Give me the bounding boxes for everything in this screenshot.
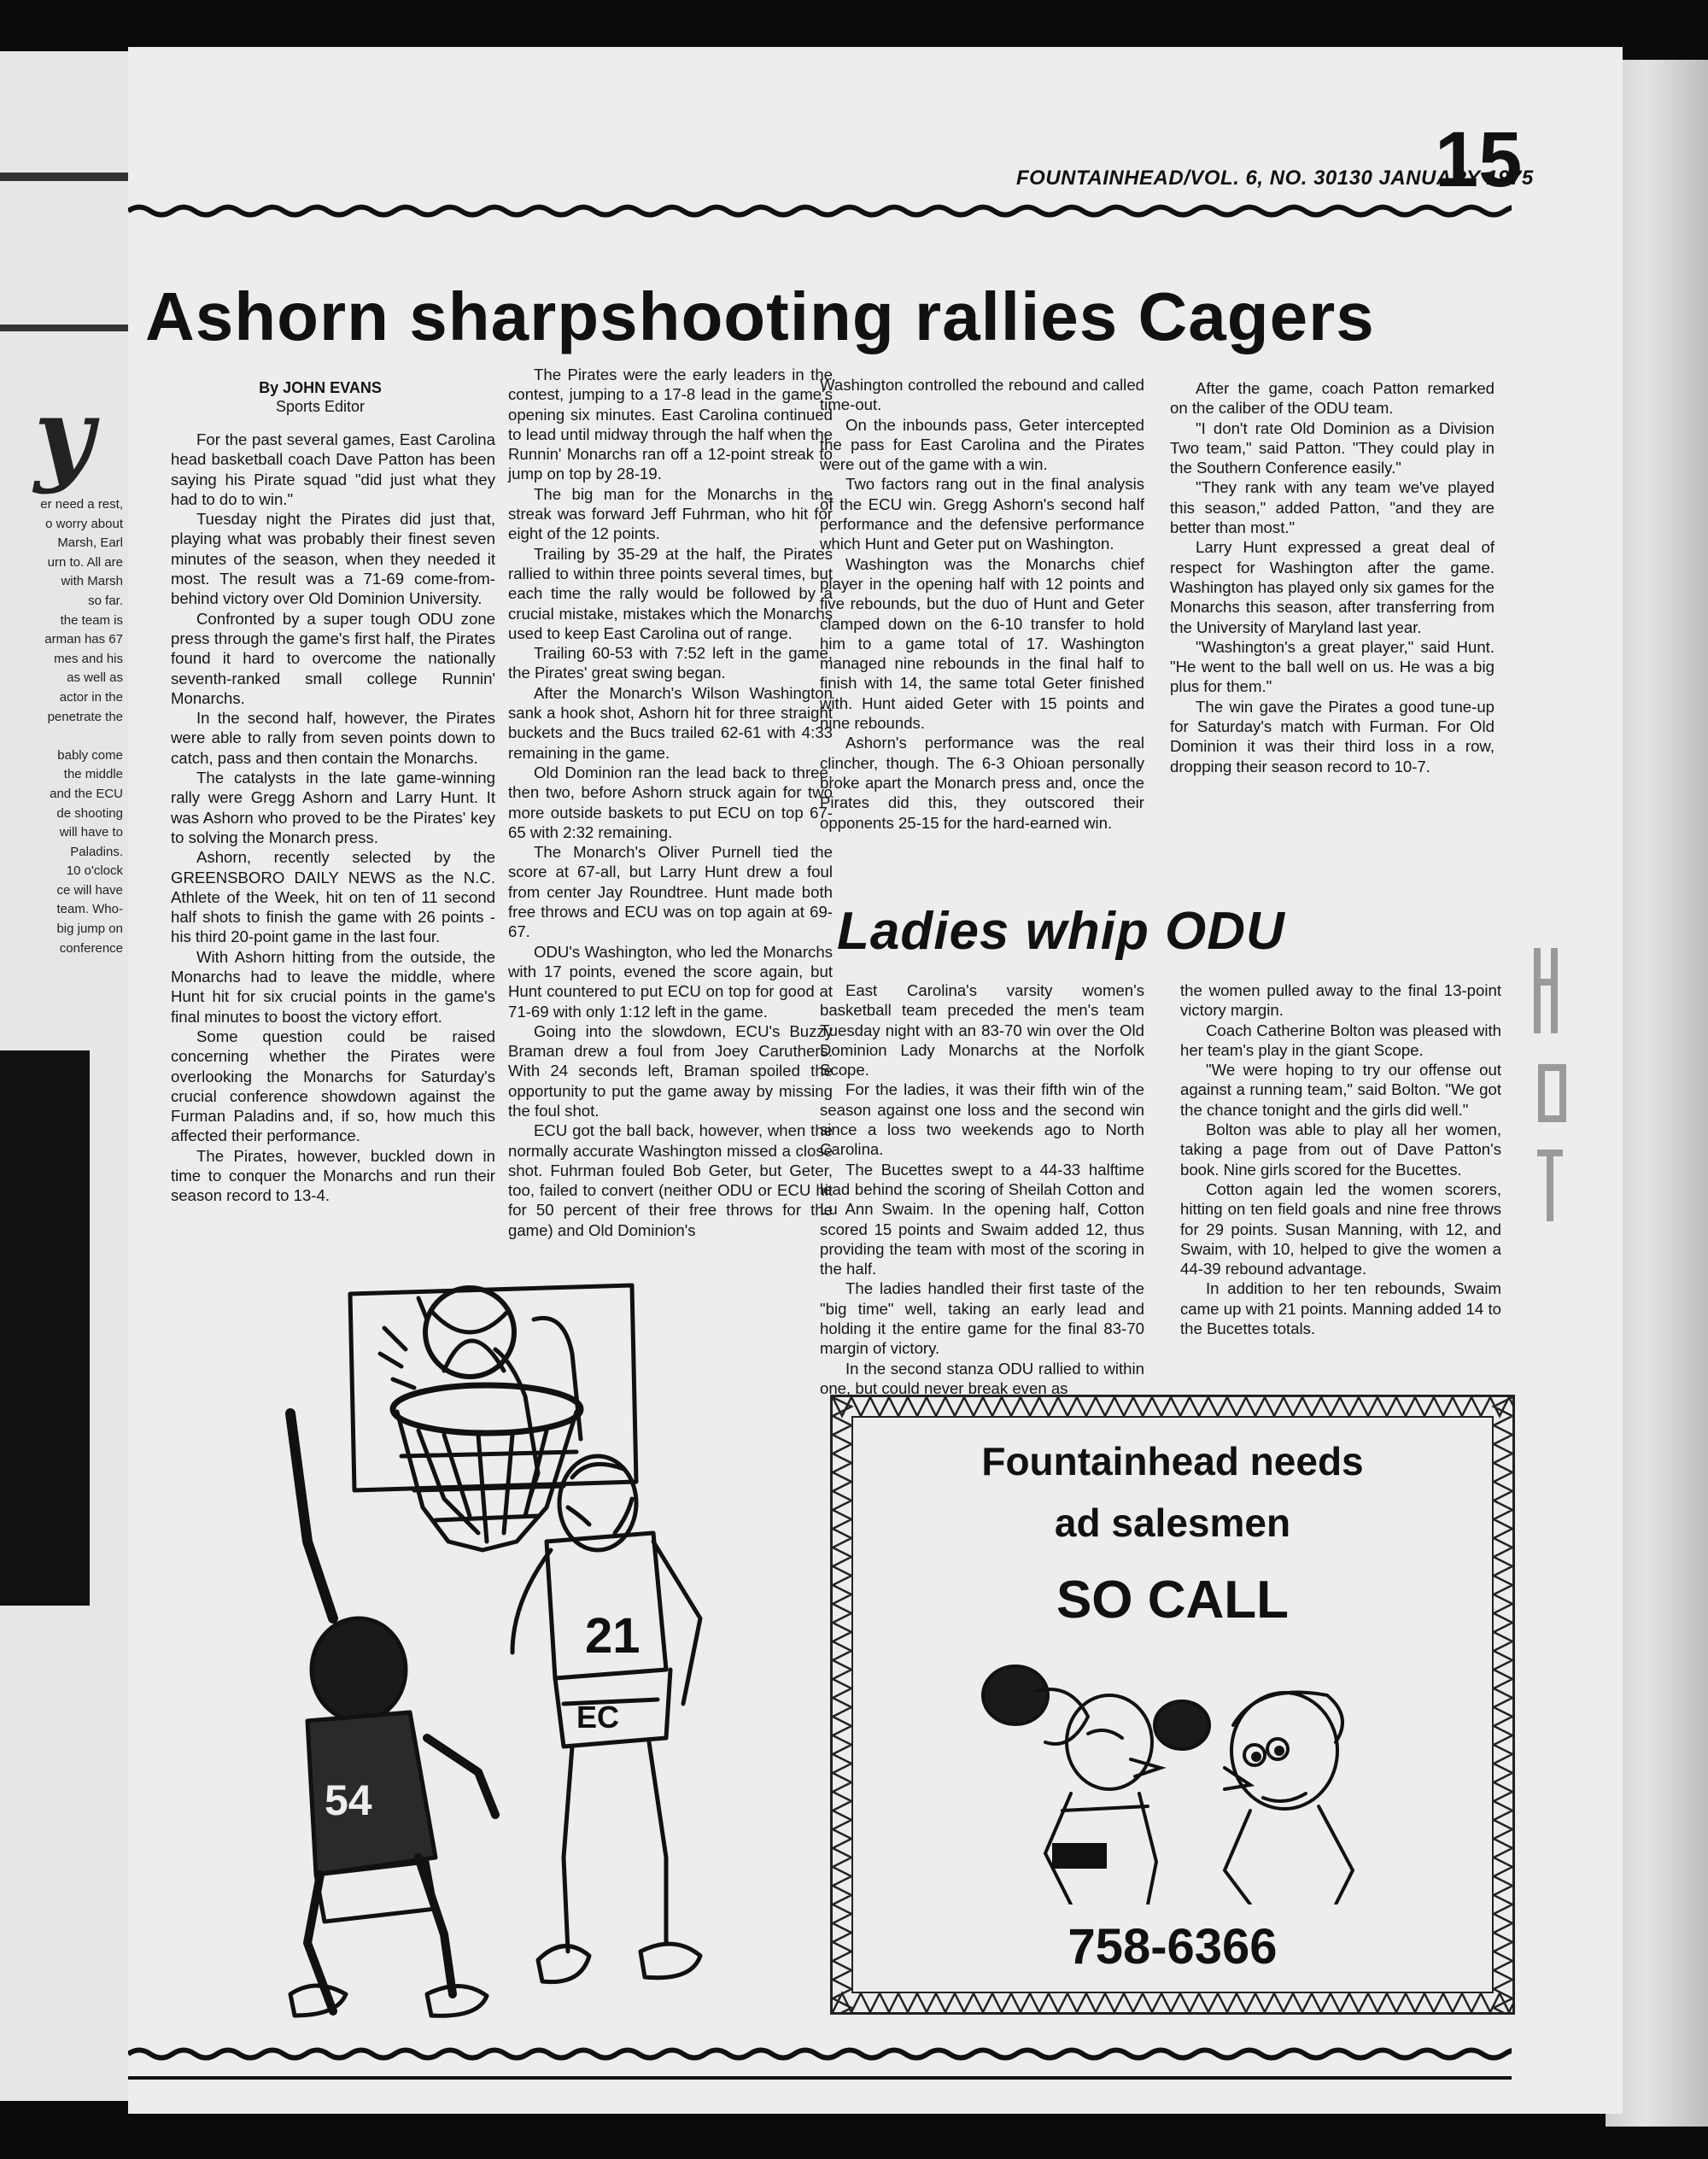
ladies-article-column-1 xyxy=(820,980,1144,1398)
article-paragraph: After the Monarch's Wilson Washington sank a hook shot, Ashorn hit for three straight buckets and the Bucs trailed 62-61 with 4:33 remaining in the game. xyxy=(508,683,833,762)
article-paragraph: The Monarch's Oliver Purnell tied the score at 67-all, but Larry Hunt drew a foul from center Jay Roundtree. Hunt made both free throws and ECU was on top again at 69-67. xyxy=(508,843,833,941)
prev-page-line: arman has 67 xyxy=(44,632,123,647)
main-article-column-3 xyxy=(820,375,1144,833)
article-paragraph: After the game, coach Patton remarked on the caliber of the ODU team. xyxy=(1170,379,1494,418)
bleed-through-ghost-text xyxy=(1524,931,1576,1238)
byline-role: Sports Editor xyxy=(275,398,366,415)
jersey-number-left: 54 xyxy=(325,1776,372,1824)
article-paragraph: Confronted by a super tough ODU zone press through the game's first half, the Pirates found it hard to overcome the nationally seventh-ranked small college Runnin' Monarchs. xyxy=(171,609,495,707)
article-paragraph: Old Dominion ran the lead back to three, then two, before Ashorn struck again for two more outside baskets to put ECU on top 67-65 with 2:32 remaining. xyxy=(508,763,833,841)
prev-page-line: penetrate the xyxy=(47,709,123,724)
article-paragraph: In the second half, however, the Pirates were able to rally from seven points down to catch, pass and then contain the Monarchs. xyxy=(171,709,495,767)
jersey-number-right: 21 xyxy=(585,1608,640,1664)
prev-page-line: Paladins. xyxy=(70,844,123,859)
prev-page-line: urn to. All are xyxy=(47,554,123,570)
article-paragraph: "I don't rate Old Dominion as a Division Two team," said Patton. "They could play in the Southern Conference easily." xyxy=(1170,418,1494,477)
ad-content xyxy=(851,1416,1494,1993)
main-headline: Ashorn sharpshooting rallies Cagers xyxy=(145,278,1375,354)
article-paragraph: Some question could be raised concerning whether the Pirates were overlooking the Monarchs for Saturday's crucial conference showdown against the Furman Paladins and, if so, how much this affected their performance. xyxy=(171,1027,495,1145)
boxers-cartoon xyxy=(968,1648,1387,1904)
ad-box xyxy=(830,1395,1515,2015)
article-paragraph: ODU's Washington, who led the Monarchs with 17 points, evened the score again, but Hunt countered to put ECU on top for good at 71-69 with only 1:12 left in the game. xyxy=(508,942,833,1021)
article-paragraph: "We were hoping to try our offense out against a running team," said Bolton. "We got the chance tonight and the girls did well." xyxy=(1180,1061,1501,1119)
article-paragraph: The Pirates, however, buckled down in time to conquer the Monarchs and run their season record to 13-4. xyxy=(171,1146,495,1205)
page-number: 15 xyxy=(1435,116,1523,203)
article-paragraph: The Bucettes swept to a 44-33 halftime lead behind the scoring of Sheilah Cotton and Lu Ann Swaim. In the opening half, Cotton scored 15 points and Swaim added 12, thus providing the team with most of the scoring in the half. xyxy=(820,1160,1144,1278)
ad-line-3: SO CALL xyxy=(1056,1571,1290,1629)
prev-page-line: the team is xyxy=(60,612,123,628)
prev-page-rule xyxy=(0,173,128,181)
article-paragraph: East Carolina's varsity women's basketball team preceded the men's team Tuesday night with an 83-70 win over the Old Dominion Lady Monarchs at the Norfolk Scope. xyxy=(820,981,1144,1080)
previous-page-edge xyxy=(0,51,128,2101)
article-paragraph: For the ladies, it was their fifth win of the season against one loss and the second win since a loss two weekends ago to North Carolina. xyxy=(820,1080,1144,1159)
prev-page-line: big jump on xyxy=(56,922,123,937)
article-paragraph: Trailing 60-53 with 7:52 left in the game, the Pirates' great swing began. xyxy=(508,644,833,682)
prev-page-line: actor in the xyxy=(59,689,123,705)
article-paragraph: With Ashorn hitting from the outside, the Monarchs had to leave the middle, where Hunt hit for six crucial points in the game's final minutes to boost the victory effort. xyxy=(171,947,495,1026)
article-paragraph: Cotton again led the women scorers, hitting on ten field goals and nine free throws for 29 points. Susan Manning, with 12, and Swaim, with 10, helped to give the women a 44-39 rebound advantage. xyxy=(1180,1179,1501,1278)
article-paragraph: The catalysts in the late game-winning rally were Gregg Ashorn and Larry Hunt. It was Ashorn who proved to be the Pirates' key to solving the Monarch press. xyxy=(171,769,495,846)
article-paragraph: The big man for the Monarchs in the streak was forward Jeff Fuhrman, who hit for eight of the 12 points. xyxy=(508,484,833,543)
prev-page-line: so far. xyxy=(88,593,123,608)
ad-phone-number: 758-6366 xyxy=(1068,1919,1278,1975)
article-paragraph: Washington controlled the rebound and called time-out. xyxy=(820,376,1144,414)
article-paragraph: For the past several games, East Carolina head basketball coach Dave Patton has been saying his Pirate squad "did just what they had to do to win." xyxy=(171,430,495,508)
article-paragraph: On the inbounds pass, Geter intercepted the pass for East Carolina and the Pirates were out of the game with a win. xyxy=(820,415,1144,474)
prev-page-headline-fragment: y xyxy=(34,376,94,496)
prev-page-dark-photo xyxy=(0,1050,90,1606)
shorts-lettering: EC xyxy=(576,1700,620,1735)
prev-page-column-fragment xyxy=(3,495,123,958)
prev-page-line: with Marsh xyxy=(61,574,123,589)
article-paragraph: Bolton was able to play all her women, taking a page from out of Dave Patton's book. Nine girls scored for the Bucettes. xyxy=(1180,1120,1501,1179)
prev-page-line xyxy=(3,727,123,746)
prev-page-line: and the ECU xyxy=(50,786,123,801)
article-paragraph: In the second stanza ODU rallied to within one, but could never break even as xyxy=(820,1359,1144,1397)
prev-page-line: Marsh, Earl xyxy=(57,535,123,551)
prev-page-line: bably come xyxy=(57,747,123,763)
basketball-illustration xyxy=(188,1260,734,2028)
hoop-rim xyxy=(393,1385,581,1433)
ad-line-2: ad salesmen xyxy=(1054,1501,1291,1545)
prev-page-line: mes and his xyxy=(54,651,123,666)
article-paragraph: Coach Catherine Bolton was pleased with her team's play in the giant Scope. xyxy=(1180,1021,1501,1059)
article-paragraph: The win gave the Pirates a good tune-up for Saturday's match with Furman. For Old Dominion it was their third loss in a row, dropping their season record to 10-7. xyxy=(1170,697,1494,775)
article-paragraph: Washington was the Monarchs chief player in the opening half with 12 points and five rebounds, but the duo of Hunt and Geter clamped down on the 6-10 transfer to hold him to a game total of 17. Washington managed nine rebounds in the final half to finish with 14, the same total Geter finished with. Hunt aided Geter with 15 points and nine rebounds. xyxy=(820,554,1144,733)
article-paragraph: "They rank with any team we've played this season," added Patton, "and they are better than most." xyxy=(1170,478,1494,537)
article-paragraph: The ladies handled their first taste of the "big time" well, taking an early lead and holding it the entire game for the final 83-70 margin of victory. xyxy=(820,1279,1144,1358)
masthead-wavy-rule xyxy=(128,194,1512,228)
article-paragraph: The Pirates were the early leaders in the contest, jumping to a 17-8 lead in the game's opening six minutes. East Carolina continued to lead until midway through the half when the Runnin' Monarchs ran off a 12-point streak to jump on top by 28-19. xyxy=(508,366,833,483)
prev-page-line: er need a rest, xyxy=(40,497,123,512)
main-article-column-2 xyxy=(508,365,833,1240)
ad-line-1: Fountainhead needs xyxy=(981,1439,1364,1483)
prev-page-rule xyxy=(0,325,128,331)
article-paragraph: Tuesday night the Pirates did just that, playing what was probably their finest seven minutes of the season, when they needed it most. The result was a 71-69 come-from-behind victory over Old Dominion University. xyxy=(171,510,495,608)
article-paragraph: "Washington's a great player," said Hunt. "He went to the ball well on us. He was a big plus for them." xyxy=(1170,637,1494,696)
masthead: FOUNTAINHEAD/VOL. 6, NO. 30130 JANUARY 1975 xyxy=(1016,167,1534,190)
bottom-wavy-rule xyxy=(128,2037,1512,2088)
prev-page-line: conference xyxy=(59,940,123,956)
prev-page-line: ce will have xyxy=(56,882,123,898)
main-article-column-4 xyxy=(1170,378,1494,776)
article-paragraph: Ashorn's performance was the real clincher, though. The 6-3 Ohioan personally broke apart the Monarch press and, once the Pirates did this, they outscored their opponents 25-15 for the hard-earned win. xyxy=(820,734,1144,832)
ladies-headline: Ladies whip ODU xyxy=(837,902,1285,961)
article-paragraph: the women pulled away to the final 13-point victory margin. xyxy=(1180,981,1501,1020)
prev-page-line: will have to xyxy=(59,825,123,840)
prev-page-line: de shooting xyxy=(56,805,123,821)
main-article-column-1 xyxy=(171,430,495,1206)
byline-author: By JOHN EVANS xyxy=(259,379,382,396)
article-paragraph: Ashorn, recently selected by the GREENSBORO DAILY NEWS as the N.C. Athlete of the Week, hit on ten of 11 second half shots to finish the game with 26 points - his third 20-point game in the last four. xyxy=(171,848,495,946)
article-paragraph: Larry Hunt expressed a great deal of respect for Washington after the game. Washington has played only six games for the Monarchs this season, after transferring from the University of Maryland last year. xyxy=(1170,538,1494,636)
prev-page-line: team. Who- xyxy=(56,902,123,917)
prev-page-line: 10 o'clock xyxy=(66,863,123,879)
ladies-article-column-2 xyxy=(1180,980,1501,1338)
prev-page-line: o worry about xyxy=(45,516,123,531)
byline xyxy=(222,378,418,416)
newspaper-page xyxy=(128,47,1623,2114)
article-paragraph: Two factors rang out in the final analysis of the ECU win. Gregg Ashorn's second half performance and the defensive performance which Hunt and Geter put on Washington. xyxy=(820,475,1144,553)
article-paragraph: In addition to her ten rebounds, Swaim came up with 21 points. Manning added 14 to the Bucettes totals. xyxy=(1180,1279,1501,1338)
prev-page-line: the middle xyxy=(63,767,123,782)
article-paragraph: Going into the slowdown, ECU's Buzzy Braman drew a foul from Joey Caruthers. With 24 seconds left, Braman spoiled the opportunity to put the game away by missing the foul shot. xyxy=(508,1021,833,1120)
article-paragraph: ECU got the ball back, however, when the normally accurate Washington missed a close shot. Fuhrman fouled Bob Geter, but Geter, too, failed to convert (neither ODU or ECU hit for 50 percent of their free throws for the game) and Old Dominion's xyxy=(508,1121,833,1239)
article-paragraph: Trailing by 35-29 at the half, the Pirates rallied to within three points several times, but each time the rally would be followed by a crucial mistake, mistakes which the Monarchs used to keep East Carolina out of range. xyxy=(508,544,833,642)
prev-page-line: as well as xyxy=(67,670,123,686)
